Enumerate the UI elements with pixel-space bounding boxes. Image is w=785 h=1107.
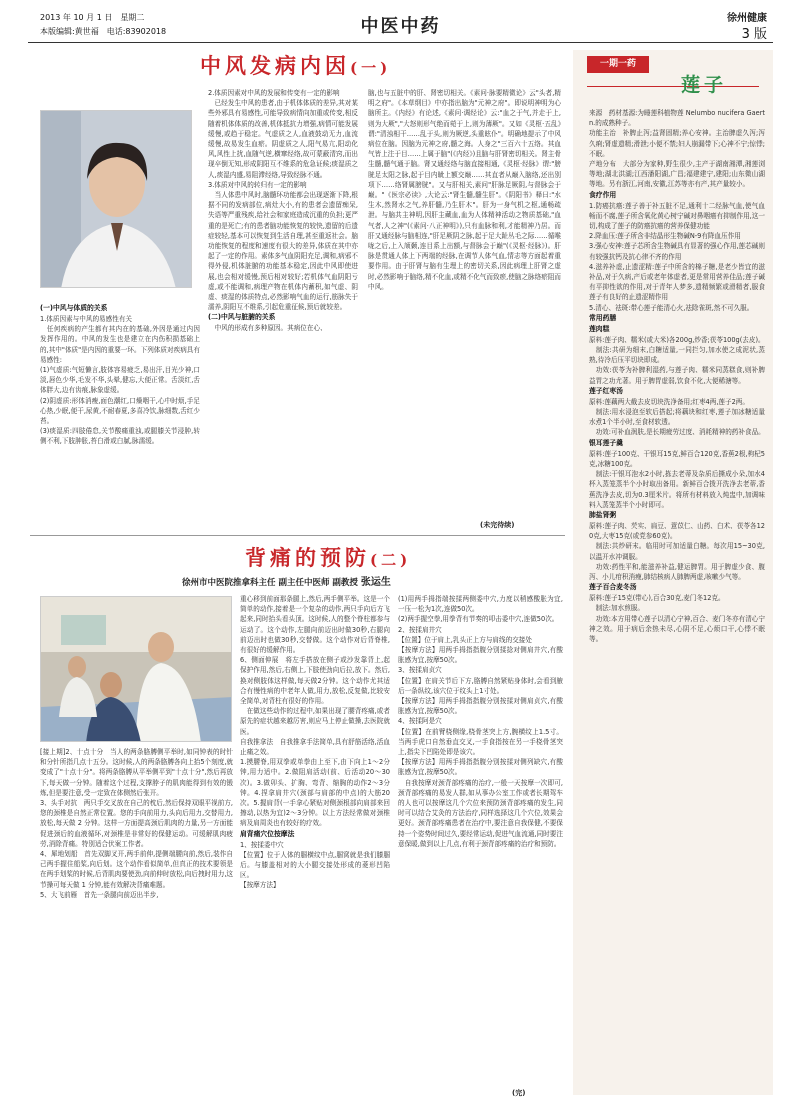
paragraph: 5、大飞前雁 首先一条腿向前迈出半步,: [40, 890, 159, 899]
recipe-name: 莲子红枣汤: [589, 386, 623, 395]
paragraph: 中风的形成有多种原因。其病位在心、: [208, 324, 327, 333]
article1-col1: [40, 303, 200, 553]
subhead: 肩背痛穴位按摩法: [240, 829, 295, 838]
page-header: [28, 8, 773, 43]
paragraph: [接上期]2、十点十分 当人的两条胳膊侧平举时,如同钟表的时针和分针所指几点十五分。这时候,人的两条胳膊各向上抬5个刻度,就变成了"十点十分"。将两条胳膊从平举侧平到"十点十分",然后再放下,每天做一分钟。随着这个过程,支撑脖子的肌肉能得到有效的锻炼,但是要注意,受一定致在体侧然后张开。: [40, 748, 233, 797]
paragraph: 2.降血压:莲子所含非结晶形生物碱N-9有降血压作用: [589, 232, 741, 241]
sidebar-tag: 一期一药: [587, 56, 649, 73]
header-editor: 本版编辑:黄世福 电话:83902018: [40, 27, 167, 36]
article2-col2: [240, 594, 390, 1094]
paragraph: 4、犀地划船 首先双脚叉开,两手前伸,提侧端腰向前,然后,装作自己两手握住船桨,向后划。这个动作看似简单,但真正的技术要领是在两手划桨的时候,后背肌肉要使劲,向前伸时放松,向后拽时用力,这节操可每天做 1 分钟,能有效解决背痛难题。: [40, 850, 233, 889]
paragraph: 1.防癌抗癌:莲子善于补五脏不足,通利十二经脉气血,使气血畅而不腐,莲子所含氧化黄心树宁碱对鼻咽癌有抑制作用,这一切,构成了莲子的防癌抗癌的营养保健功能: [589, 201, 765, 231]
paragraph: 4、按揉阿是穴: [398, 717, 442, 726]
byline: 徐州市中医院推拿科主任 副主任中医师 副教授 张运生: [182, 577, 391, 588]
paragraph: 【按摩方法】用两手拇指指腹分别揉捻对侧肩井穴,有酸胀感为宜,按摩50次。: [398, 646, 563, 665]
paragraph: 在做这些动作的过程中,如果出现了腰背疼痛,或者原先的症状越来越厉害,则应马上停止做操,去医院就医。: [240, 707, 390, 736]
paragraph: (2)两手握空拳,用拳背有节奏的叩击委中穴,连做50次。: [398, 615, 559, 624]
subhead: 食疗作用: [589, 190, 617, 199]
paragraph: 5.清心、祛斑:带心莲子能清心火,祛除雀斑,然不可久服。: [589, 303, 754, 312]
recipe-text: 原料:莲子15克(带心),百合30克,麦门冬12克。 制法:加水煎服。 功效:本方用带心莲子以清心宁神,百合、麦门冬亦有清心宁神之效。用于病后余热未尽,心阴不足,心烦口干,心悸不眠等。: [589, 594, 765, 643]
paragraph: 当人体患中风时,脑髓环功能都会出现逐渐下降,根据不同的发病部位,病灶大小,有的患者会遗留痴呆,失语等严重残疾,给社会和家庭造成沉重的负担;更严重的是死亡;有的患者脑功能恢复的较快,遗留的后遗症较轻,基本可以恢复到生活自理,甚至重返社会。脑功能恢复的程度和速度有很大的差异,体质在其中亦起了一定的作用。素体多气血阴阳充足,调和,病邪不得外侵,机体脏腑的功能基本稳定,因此中风即使进展,也会相对缓慢,预后相对较好;若机体气血阴阳亏虚,或不能调和,病理产物在机体内蓄积,如气虚、阴虚、痰湿的体质特点,必然影响气血的运行,筋脉失于濡养,阴阳互不维系,引起危重征候,预后就较差。: [208, 191, 358, 312]
sidebar-body: [589, 108, 765, 1088]
article2-title: 背痛的预防(二): [245, 545, 412, 570]
subhead: 常用药膳: [589, 313, 617, 322]
paragraph: 3、头手对抗 两只手交叉放在自己的枕后,然后保持双眼平视前方,您的颈椎是自然正常位置。您的手向前用力,头向后用力,交替用力,放松,每天做 2 分钟。这样一方面提高颈后肌肉的力量,另一方面能促进颈后的血液循环,对颈椎是非常好的保健运动。可缓解肌肉疲劳,消除背痛。特别适合伏案工作者。: [40, 799, 233, 848]
header-date: 2013 年 10 月 1 日 星期二: [40, 13, 145, 22]
paper-name: 徐州健康: [727, 13, 767, 24]
page-number: 3 版: [741, 27, 767, 42]
article2-col1: [40, 747, 233, 1097]
recipe-name: 肺盐肾粥: [589, 510, 617, 519]
paragraph: (2)阴虚质:形体消瘦,面色潮红,口燥咽干,心中时烦,手足心热,少眠,便干,尿黄,不耐春夏,多喜冷饮,脉细数,舌红少苔。: [40, 396, 200, 426]
paragraph: (3)痰湿质:四肢倦怠,关节酸痛重浊,或腿膝关节浸肿,转侧不利,下肢肿胀,苔白滑或白腻,脉濡缓。: [40, 427, 200, 446]
divider: [587, 86, 759, 87]
article1-title: 中风发病内因(一): [200, 53, 392, 78]
paragraph: 6、侧面伸展 将左手搭放在侧子或沙发靠背上,起保护作用,然后,右侧上,下肢使劲向后拉,放下。然后,换对侧肢体这样做,每天做2分钟。这个动作尤其适合有慢性病的中老年人做,用力,放松,反复做,比较安全简单,对背柱有很好的作用。: [240, 656, 390, 706]
paragraph: 2、按揉肩井穴: [398, 625, 442, 634]
paragraph: 重心移到前面那条腿上,然后,两手侧平举。这是一个简单的动作,接着是一个复杂的动作,两只手向后方飞起来,同时抬头看头顶。这时候,人的整个脊柱都参与运动了。这个动作,左腿向前迈出时做30秒,右腿向前迈出时也做30秒,交替做。这个动作对后背脊椎,有很好的缓解作用。: [240, 595, 390, 655]
paragraph: 脑,也与五脏中的肝、肾密切相关。《素问·脉要精微论》云"头者,精明之府"。《本草纲目》中亦指出脑为"元神之府"。即说明神明为心脑所主。《内经》有论述,《素问·调经论》云:"血之于气,并走于上,则为大厥","大怒则形气绝而菀于上,则为薄厥"。又如《灵枢·五乱》谓:"清浊相干……乱于头,则为厥逆,头重眩仆"。明确地提示了中风病位在脑。因脑为元神之府,髓之海。人身之"三百六十五络。其血气皆上注于目……上属于脑"(《内经》)且脑与肝肾密切相关。肾主骨生髓,髓气通于脑。肾又通经络与脑直接相通,《灵枢·经脉》谓:"膀胱足太阳之脉,起于目内眦上额交巅……其直者从巅入脑络,还出别项下……络肾属膀胱"。又与肝相关,素问"肝脉足厥阴,与督脉会于巅。"《医宗必读》,大论云:"肾生髓,髓生肝"。《阴阳书》释曰:"水生木,然肾水之气,养肝髓,乃生肝木"。肝为一身气机之枢,通畅疏泄。与脑共主神明,因肝主藏血,血为人体精神活动之物质基础,"血气者,人之神"(《素问·八正神明》),只有血脉和利,才能精神乃居。而肝又通经脉与脑相连,"肝足厥阴之脉,起于足大趾丛毛之际……循喉咙之后,上入颃颡,连目系上出额,与督脉会于巅"(《灵枢·经脉》)。肝脉是贯通人体上下两端的经脉,在调节人体气血,情志等方面起着重要作用。由于肝肾与脑有生理上的密切关系,因此病理上肝肾之虚时,必然影响于脑络,精不化血,或精不化气而致瘀,使脑之脉络瘀阻而中风。: [368, 89, 561, 291]
to-be-continued: (未完待续): [480, 521, 515, 529]
paragraph: 【位置】位于人体的腘横纹中点,腘窝就是我们膝腘后。与膝盖相对的大小腿交接处形成的菱形凹陷区。: [240, 850, 390, 880]
recipe-name: 银耳莲子羹: [589, 438, 623, 447]
paragraph: 【按摩方法】用两手拇指指腹分别按揉对侧肩贞穴,有酸胀感为宜,按摩50次。: [398, 697, 563, 716]
paragraph: 产地分布 大部分为家种,野生很少,主产于湖南湘潭,湘莲浏等地;湖北洪湖;江西潘阳湖,广昌;福建建宁,建阳;山东微山湖等地。另有浙江,河南,安徽,江苏等亦有产,其产量较小。: [589, 160, 765, 189]
massage-photo: [40, 596, 232, 742]
subhead: (二)中风与脏腑的关系: [208, 313, 276, 322]
paragraph: 1.体质因素与中风的易感性有关: [40, 315, 133, 323]
paragraph: 【位置】在前臂桡侧缘,桡骨茎突上方,腕横纹上1.5寸。当两手虎口自然垂直交叉,一手食指按在另一手桡骨茎突上,指尖下凹陷处即是该穴。: [398, 727, 563, 757]
doctor-portrait: [40, 110, 192, 288]
recipe-text: 原料:莲子100克、干银耳15克,鲜百合120克,香蕉2根,枸杞5克,冰糖100克。 制法:干银耳泡水2小时,拣去老蒂及杂质后撕成小朵,加水4杯入蒸笼蒸半个小时取出备用。新鲜百合拨开洗净去老蒂,香蕉洗净去皮,切为0.3厘米片。将所有材料放入炖盅中,加调味料入蒸笼蒸半个小时即可。: [589, 449, 765, 509]
paragraph: 2.体质因素对中风的发展和传变有一定的影响: [208, 89, 340, 97]
paragraph: 1.摸腰脊,用双拳或单拳由上至下,由下向上1～2分钟,用力适中。2.做阻肩活动(前、后活动20～30次)。3.做卯头、扩胸、弯背、缩胸的动作2～3分钟。4.捏拿肩井穴(颈部与肩部的中点)的大筋20次。5.握肩背(一手拿心紧贴对侧颈根部向肩部来回擦动,以热为宜)2～3分钟。以上方法经常做对颈椎病及肩周炎也有较好的疗效。: [240, 758, 390, 828]
recipe-name: 莲子百合麦冬汤: [589, 583, 637, 592]
sidebar-title: 莲子: [681, 74, 728, 96]
recipe-text: 原料:莲子肉、糯米(或大米)各200g,炒香;茯苓100g(去皮)。 制法:共研为细末,白糖适量,一同拦匀,加水使之成泥状,蒸熟,待冷后压平切块即成。 功效:茯苓为补脾利湿药,与莲子肉、糯米同蒸糕食,则补脾益胃之功尤著。用于脾胃虚弱,饮食不化,大便稀溏等。: [589, 335, 765, 385]
recipe-text: 原料:莲子肉、芡实、扁豆、薏苡仁、山药、白术、茯苓各120克,大枣15克(或党参60克)。 制法:共炒研末。临用时可加适量白糖。每次用15~30克,以温开水冲调服。 功效:药性平和,能滋养补益,健运脾胃。用于脾虚少食、腹泻、小儿疳积消瘦,肺结核病人肺脾两虚,咳嗽少气等。: [589, 521, 765, 581]
paragraph: 1、按揉委中穴: [240, 840, 284, 849]
paragraph: 3.强心安神:莲子芯所含生物碱具有显著的强心作用,莲芯碱则有较强抗钙及抗心律不齐的作用: [589, 242, 765, 261]
paragraph: 来源 药材基源:为睡莲科植物莲 Nelumbo nucifera Gaertn.的成熟种子。: [589, 109, 765, 128]
sidebar-lotus-seed: [573, 50, 773, 1095]
paragraph: 功能主治 补脾止泻;益肾固精;养心安神。主治脾虚久泻;泻久痢;肾虚遗精;滑泄;小便不禁;妇人崩漏带下;心神不宁;惊悸;不眠。: [589, 129, 765, 158]
article2-col3: [398, 594, 563, 1088]
paragraph: 【按摩方法】: [240, 881, 280, 890]
paragraph: 自我推拿法 自我推拿手法简单,具有舒筋活络,活血止痛之效。: [240, 737, 390, 757]
paragraph: 3.体质对中风的转归有一定的影响: [208, 180, 307, 189]
paragraph: 自我按摩对颈背部疼痛的治疗,一般一天按摩一次即可,颈背部疼痛的易发人群,如从事办公室工作或者长期驾车的人也可以按摩这几个穴位来预防颈背部疼痛的发生,同时可以结合艾灸的方法治疗,同样选择这几个穴位,效果会更好。颈背部疼痛患者在治疗中,要注意自我保健,不要保持一个姿势时间过久,要经常运动,促进气血流通,同时要注意保暖,做到以上几点,有利于颈背部疼痛的治疗和预防。: [398, 778, 563, 848]
article1-col2: [208, 88, 358, 528]
paragraph: 已经发生中风的患者,由于机体体质的差异,其对某些外邪具有易感性,可能导致病情向加重或传变,相反随着机体体质的改善,机体抵抗力增强,病情可能发展缓慢,或趋于稳定。气虚质之人,血液鼓动无力,血流缓慢,故易发生血瘀。阴虚质之人,阳气易亢,阳动化风,风性上扰,血随气逆,横窜经络,故可蒙蔽清窍,而出现卒倒无知,形成阴阳互不维系的危急证候;痰湿质之人,痰湿内盛,易阻滞经络,导致经脉不通。: [208, 99, 358, 179]
paragraph: 【位置】位于肩上,乳头正上方与肩线的交接处: [398, 635, 532, 644]
recipe-name: 莲肉糕: [589, 324, 610, 333]
paragraph: (1)气虚质:气短懒言,肢体容易疲乏,易出汗,目光少神,口淡,唇色少华,毛发不华,头晕,健忘,大便正常。舌淡红,舌体胖大,边有齿痕,脉象虚缓。: [40, 366, 200, 395]
paragraph: (1)用两手拇指端按揉两侧委中穴,力度以稍感酸胀为宜,一压一松为1次,连做50次。: [398, 595, 563, 614]
article-end: (完): [512, 1089, 526, 1097]
recipe-text: 原料:莲藕两大截去皮切块洗净备用;红枣4两,莲子2两。 制法:用水浸泡至软后搭起;将藕块和红枣,莲子加冰糖适量水煮1个半小时,至食材软透。 功效:可补血润肤,是长期疲劳过度、消耗精神的药补食品。: [589, 397, 765, 437]
paragraph: 4.滋养补虚,止遗涩精:莲子中所含的棉子糖,是老少皆宜的滋补品,对于久病,产后或老年体虚者,更是常用营养佳品;莲子碱有平抑性欲的作用,对于青年人梦多,遗精频繁或滑精者,服食莲子有良好的止遗涩精作用: [589, 262, 765, 302]
paragraph: 3、按揉肩贞穴: [398, 666, 442, 675]
paragraph: 任何疾病的产生都有其内在的基础,外因是通过内因发挥作用的。中风的发生也是建立在内伤积损基础上的,其中"体质"是内因的重要一环。下列体质对疾病具有易感性:: [40, 325, 200, 364]
paragraph: 【按摩方法】用两手拇指指腹分别按揉对侧列缺穴,有酸胀感为宜,按摩50次。: [398, 758, 563, 777]
divider: [30, 535, 565, 536]
subhead: (一)中风与体质的关系: [40, 304, 108, 312]
paragraph: 【位置】在肩关节后下方,胳膊自然紧贴身体时,会看到腋后一条纵纹,该穴位于纹头上1寸处。: [398, 676, 563, 695]
section-title: 中医中药: [360, 16, 441, 37]
article1-col3: [368, 88, 561, 520]
